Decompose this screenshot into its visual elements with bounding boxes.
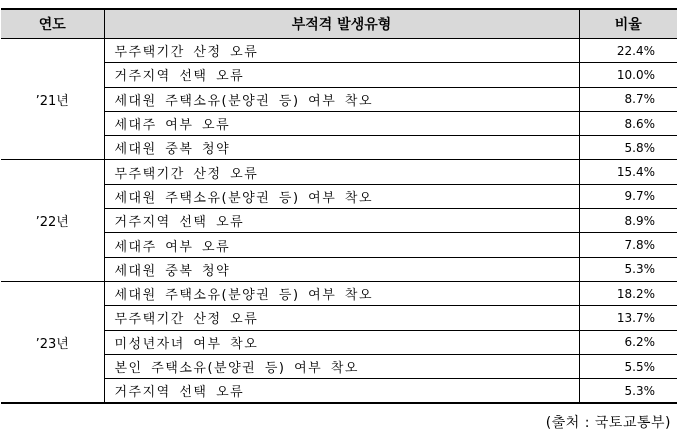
ineligibility-type-cell: 세대주 여부 오류	[104, 111, 579, 135]
ratio-cell: 5.3%	[579, 257, 677, 281]
ratio-cell: 10.0%	[579, 63, 677, 87]
header-year: 연도	[1, 9, 104, 39]
ineligibility-type-cell: 미성년자녀 여부 착오	[104, 330, 579, 354]
ineligibility-type-cell: 세대원 주택소유(분양권 등) 여부 착오	[104, 184, 579, 208]
ratio-cell: 8.6%	[579, 111, 677, 135]
ratio-cell: 18.2%	[579, 281, 677, 305]
source-note: (출처 : 국토교통부)	[545, 415, 671, 431]
ineligibility-type-cell: 세대원 주택소유(분양권 등) 여부 착오	[104, 87, 579, 111]
ratio-cell: 9.7%	[579, 184, 677, 208]
year-cell: ’21년	[1, 39, 104, 160]
ratio-cell: 5.5%	[579, 354, 677, 378]
ineligibility-type-cell: 세대주 여부 오류	[104, 233, 579, 257]
ratio-cell: 13.7%	[579, 306, 677, 330]
ratio-cell: 8.7%	[579, 87, 677, 111]
ineligibility-type-cell: 거주지역 선택 오류	[104, 209, 579, 233]
ratio-cell: 6.2%	[579, 330, 677, 354]
table-row	[1, 39, 677, 63]
ratio-cell: 8.9%	[579, 209, 677, 233]
table-header-row	[1, 9, 677, 39]
ratio-cell: 7.8%	[579, 233, 677, 257]
ineligibility-type-cell: 무주택기간 산정 오류	[104, 160, 579, 184]
ratio-cell: 22.4%	[579, 39, 677, 63]
ineligibility-type-cell: 무주택기간 산정 오류	[104, 39, 579, 63]
ineligibility-type-cell: 거주지역 선택 오류	[104, 63, 579, 87]
ineligibility-type-cell: 본인 주택소유(분양권 등) 여부 착오	[104, 354, 579, 378]
ratio-cell: 15.4%	[579, 160, 677, 184]
ineligibility-type-cell: 무주택기간 산정 오류	[104, 306, 579, 330]
header-type: 부적격 발생유형	[104, 9, 579, 39]
year-cell: ’22년	[1, 160, 104, 281]
ineligibility-type-cell: 세대원 중복 청약	[104, 136, 579, 160]
ineligibility-type-cell: 세대원 중복 청약	[104, 257, 579, 281]
table-row	[1, 281, 677, 305]
ratio-cell: 5.8%	[579, 136, 677, 160]
table-body	[1, 39, 677, 404]
ineligibility-type-table	[1, 8, 677, 404]
year-cell: ’23년	[1, 281, 104, 403]
ratio-cell: 5.3%	[579, 379, 677, 404]
ineligibility-type-cell: 거주지역 선택 오류	[104, 379, 579, 404]
ineligibility-type-cell: 세대원 주택소유(분양권 등) 여부 착오	[104, 281, 579, 305]
table-row	[1, 160, 677, 184]
header-ratio: 비율	[579, 9, 677, 39]
